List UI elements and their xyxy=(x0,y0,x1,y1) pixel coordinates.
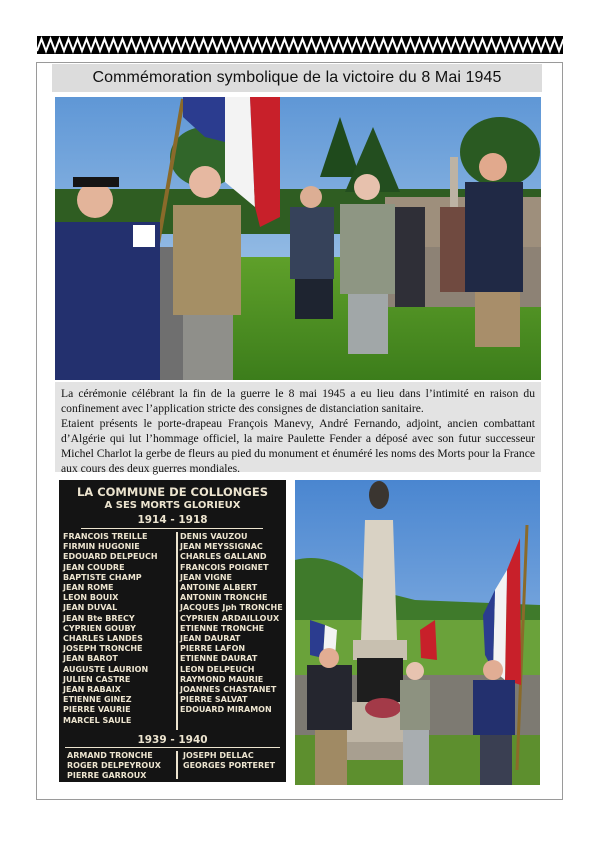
plaque-name: ARMAND TRONCHE xyxy=(67,751,153,760)
article-text xyxy=(55,382,541,475)
plaque-name: JEAN DUVAL xyxy=(63,603,118,613)
plaque-name: DENIS VAUZOU xyxy=(180,532,248,541)
plaque-name: PIERRE GARROUX xyxy=(67,771,147,781)
plaque-column-divider xyxy=(176,532,178,730)
plaque-name: JEAN BAROT xyxy=(63,654,118,664)
plaque-name: CHARLES GALLAND xyxy=(180,552,267,562)
plaque-name: PIERRE LAFON xyxy=(180,644,246,654)
plaque-name: JOSEPH DELLAC xyxy=(183,751,254,760)
title-bar xyxy=(52,64,542,92)
plaque-name: CYPRIEN GOUBY xyxy=(63,623,136,633)
plaque-name: ETIENNE GINEZ xyxy=(63,695,132,705)
plaque-name: JACQUES Jph TRONCHE xyxy=(180,603,283,613)
plaque-name: LEON DELPEUCH xyxy=(180,664,255,674)
plaque-name: JEAN COUDRE xyxy=(63,562,125,572)
plaque-ww2-heading: 1939 - 1940 xyxy=(137,734,208,746)
plaque-name: JEAN MEYSSIGNAC xyxy=(180,542,263,552)
plaque-name: JOANNES CHASTANET xyxy=(180,685,277,695)
plaque-line-2: A SES MORTS GLORIEUX xyxy=(104,500,241,511)
plaque-name: JEAN DAURAT xyxy=(180,634,241,644)
plaque-name: LEON BOUIX xyxy=(63,593,119,603)
plaque-name: ANTONIN TRONCHE xyxy=(180,593,268,603)
plaque-name: JEAN Bte BRECY xyxy=(63,613,135,623)
ceremony-group-photo xyxy=(55,97,541,380)
decorative-banner xyxy=(37,36,563,54)
plaque-name: FRANCOIS TREILLE xyxy=(63,532,148,541)
plaque-ww2-column-right xyxy=(183,751,275,771)
plaque-name: JEAN RABAIX xyxy=(63,685,121,695)
paragraph-2: Etaient présents le porte-drapeau François Manevy, André Fernando, adjoint, ancien combattant d’Algérie qui lut l’hommage officiel, la maire Paulette Fender a déposé avec son futur successeur Michel Charlot la gerbe de fleurs au pied du monument et énuméré les noms des Morts pour la France aux cours des deux guerres mondiales. xyxy=(61,417,535,475)
page-title: Commémoration symbolique de la victoire du 8 Mai 1945 xyxy=(92,69,502,86)
plaque-ww1-column-right xyxy=(180,532,283,716)
plaque-ww1-heading: 1914 - 1918 xyxy=(137,514,208,526)
plaque-name: JEAN VIGNE xyxy=(180,572,233,582)
plaque-ww2-column-left xyxy=(67,751,161,782)
plaque-line-1: LA COMMUNE DE COLLONGES xyxy=(76,485,268,499)
plaque-name: ETIENNE TRONCHE xyxy=(180,623,265,633)
plaque-divider-bottom xyxy=(65,747,280,748)
plaque-name: CHARLES LANDES xyxy=(63,634,143,644)
plaque-name: ROGER DELPEYROUX xyxy=(67,761,161,771)
plaque-name: GEORGES PORTERET xyxy=(183,761,276,771)
plaque-name: ANTOINE ALBERT xyxy=(180,583,258,593)
plaque-name: JEAN ROME xyxy=(63,583,114,593)
plaque-name: EDOUARD MIRAMON xyxy=(180,705,272,715)
plaque-name: EDOUARD DELPEUCH xyxy=(63,552,158,562)
plaque-name: RAYMOND MAURIE xyxy=(180,674,264,684)
plaque-name: ETIENNE DAURAT xyxy=(180,654,258,664)
plaque-name: AUGUSTE LAURION xyxy=(63,664,149,674)
paragraph-1: La cérémonie célébrant la fin de la guerre le 8 mai 1945 a eu lieu dans l’intimité en raison du confinement avec l’application stricte des consignes de distanciation sanitaire. xyxy=(61,387,535,415)
plaque-name: JOSEPH TRONCHE xyxy=(63,644,143,654)
plaque-name: BAPTISTE CHAMP xyxy=(63,572,142,582)
war-memorial-photo xyxy=(295,480,540,785)
zigzag-ornament xyxy=(37,36,563,54)
plaque-name: FRANCOIS POIGNET xyxy=(180,562,269,572)
plaque-name: PIERRE VAURIE xyxy=(63,705,131,715)
plaque-ww2-divider xyxy=(176,751,178,779)
plaque-divider-top xyxy=(81,528,263,529)
plaque-name: PIERRE SALVAT xyxy=(180,695,248,705)
plaque-name: CYPRIEN ARDAILLOUX xyxy=(180,613,280,623)
plaque-name: MARCEL SAULE xyxy=(63,715,132,725)
plaque-name: FIRMIN HUGONIE xyxy=(63,542,140,552)
plaque-ww1-column-left xyxy=(63,532,158,726)
memorial-plaque xyxy=(59,480,286,782)
plaque-name: JULIEN CASTRE xyxy=(63,674,131,684)
